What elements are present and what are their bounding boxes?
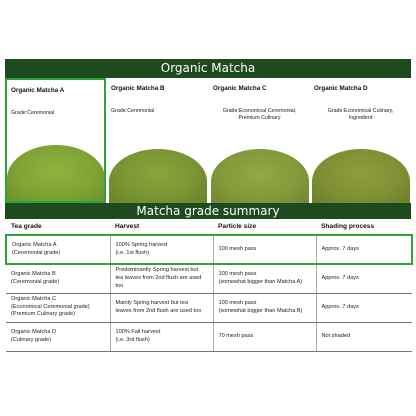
- product-name: Organic Matcha D: [314, 85, 368, 92]
- table-row-matcha-a[interactable]: [6, 235, 412, 264]
- cell-shading: Not shaded: [316, 322, 412, 351]
- organic-matcha-banner: Organic Matcha: [5, 59, 411, 78]
- product-name: Organic Matcha C: [213, 85, 267, 92]
- product-grade: Grade:Economical Ceremonial, Premium Culinary: [222, 108, 297, 122]
- product-card-c[interactable]: [209, 78, 310, 203]
- cell-harvest: Mainly Spring harvest but tea leaves from 2nd flush are used too: [110, 293, 213, 322]
- table-header-row: [6, 219, 412, 235]
- cell-shading: Approx. 7 days: [316, 264, 412, 293]
- column-header-shading: Shading process: [316, 219, 412, 235]
- product-name: Organic Matcha A: [11, 87, 65, 94]
- product-grade: Grade:Ceremonial: [111, 108, 155, 114]
- cell-particle: 100 mesh pass (somewhat bigger than Matcha A): [213, 264, 316, 293]
- cell-shading: Approx. 7 days: [316, 293, 412, 322]
- cell-particle: 100 mesh pass: [213, 235, 316, 264]
- cell-grade: Organic Matcha A (Ceremonial grade): [6, 235, 110, 264]
- table-row-matcha-c[interactable]: [6, 293, 412, 322]
- cell-grade: Organic Matcha C (Economical Ceremonial grade) (Premium Culinary grade): [6, 293, 110, 322]
- cell-harvest: 100% Spring harvest (i.e. 1st flush): [110, 235, 213, 264]
- product-grade: Grade:Economical Culinary, Ingredient: [327, 108, 394, 122]
- cell-shading: Approx. 7 days: [316, 235, 412, 264]
- cell-particle: 70 mesh pass: [213, 322, 316, 351]
- column-header-particle-size: Particle size: [213, 219, 316, 235]
- column-header-harvest: Harvest: [110, 219, 213, 235]
- cell-grade: Organic Matcha B (Ceremonial grade): [6, 264, 110, 293]
- table-row-matcha-b[interactable]: [6, 264, 412, 293]
- product-grade: Grade:Ceremonial: [11, 110, 55, 116]
- matcha-powder-image: [312, 149, 410, 203]
- matcha-powder-image: [211, 149, 309, 203]
- product-card-d[interactable]: [310, 78, 411, 203]
- product-card-a[interactable]: [5, 78, 106, 203]
- cell-harvest: 100% Fall harvest (i.e. 3rd flush): [110, 322, 213, 351]
- grade-summary-table: [5, 219, 413, 352]
- product-name: Organic Matcha B: [111, 85, 165, 92]
- column-header-tea-grade: Tea grade: [6, 219, 110, 235]
- cell-grade: Organic Matcha D (Culinary grade): [6, 322, 110, 351]
- matcha-powder-image: [7, 145, 105, 203]
- grade-summary-banner: Matcha grade summary: [5, 203, 411, 219]
- table-row-matcha-d[interactable]: [6, 322, 412, 351]
- product-card-b[interactable]: [107, 78, 208, 203]
- product-cards: [5, 78, 411, 203]
- matcha-powder-image: [109, 149, 207, 203]
- cell-particle: 100 mesh pass (somewhat bigger than Matcha B): [213, 293, 316, 322]
- cell-harvest: Predominantly Spring harvest but tea leaves from 2nd flush are used too: [110, 264, 213, 293]
